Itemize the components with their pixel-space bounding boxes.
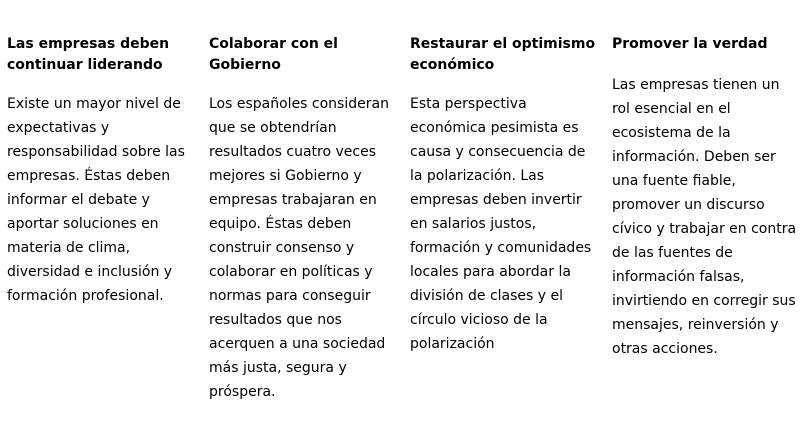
column-heading: Las empresas deben continuar liderando bbox=[7, 36, 170, 73]
column-heading: Promover la verdad bbox=[612, 36, 768, 52]
column-heading: Restaurar el optimismo económico bbox=[410, 36, 596, 73]
column-lead bbox=[7, 34, 197, 308]
column-government bbox=[209, 34, 399, 404]
column-body: Existe un mayor nivel de expectativas y responsabilidad sobre las empresas. Éstas deben informar el debate y aportar soluciones en materia de clima, diversidad e inclusión y formación profesional. bbox=[7, 96, 185, 304]
column-body: Las empresas tienen un rol esencial en el ecosistema de la información. Deben ser una fuente fiable, promover un discurso cívico y trabajar en contra de las fuentes de información falsas, invirtiendo en corregir sus mensajes, reinversión y otras acciones. bbox=[612, 77, 797, 357]
column-body: Esta perspectiva económica pesimista es causa y consecuencia de la polarización. Las empresas deben invertir en salarios justos, formación y comunidades locales para abordar la división de clases y el círculo vicioso de la polarización bbox=[410, 96, 592, 352]
column-heading: Colaborar con el Gobierno bbox=[209, 36, 338, 73]
column-truth bbox=[612, 34, 798, 361]
column-body: Los españoles consideran que se obtendrían resultados cuatro veces mejores si Gobierno y empresas trabajaran en equipo. Éstas deben construir consenso y colaborar en políticas y normas para conseguir resultados que nos acerquen a una sociedad más justa, segura y próspera. bbox=[209, 96, 389, 400]
column-optimism bbox=[410, 34, 600, 356]
